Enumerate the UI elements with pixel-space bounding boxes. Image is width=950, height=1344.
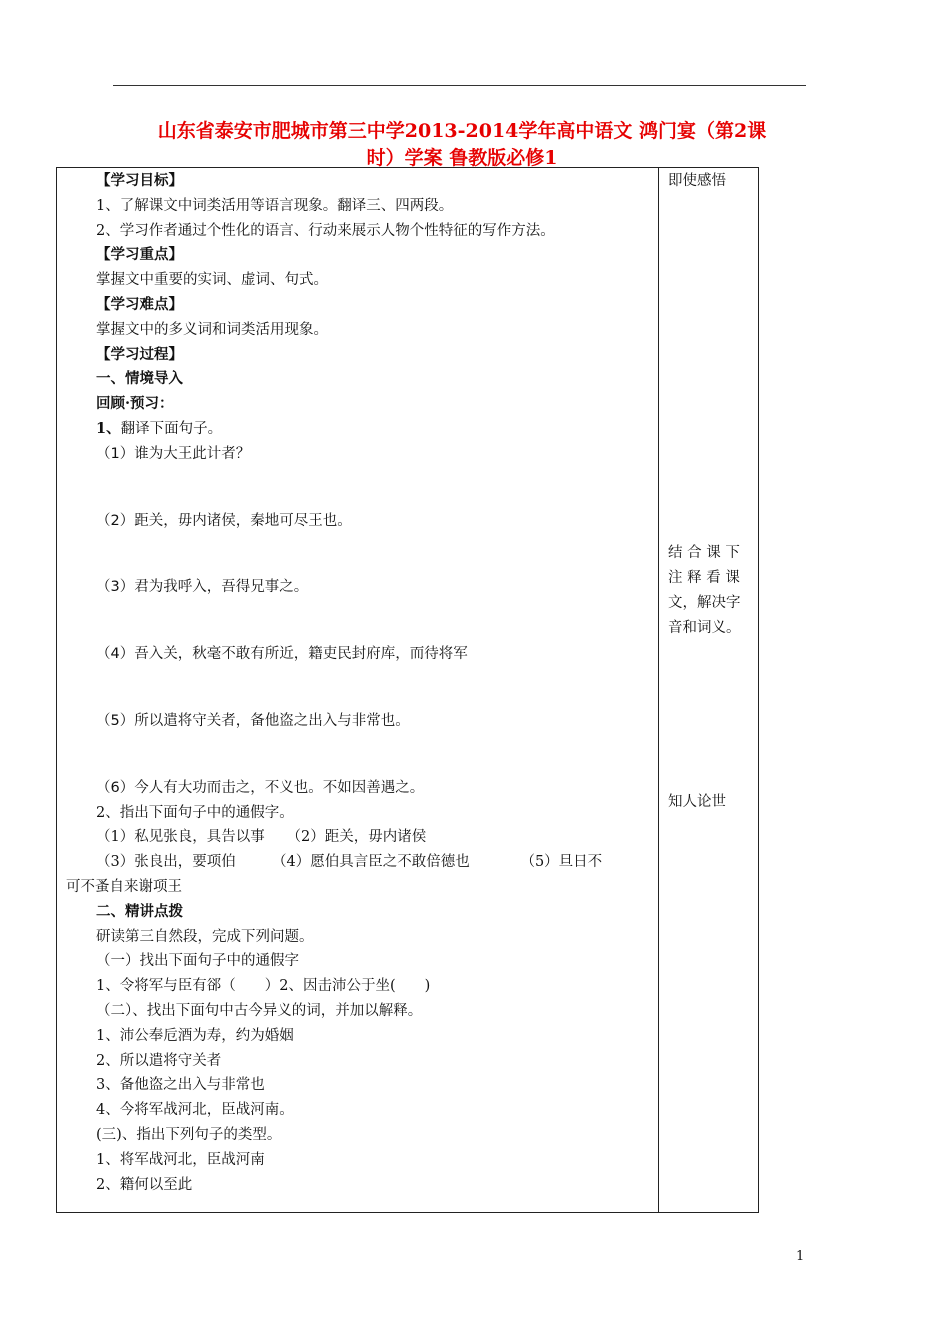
part2-item: 1、沛公奉卮酒为寿，约为婚姻 bbox=[96, 1027, 294, 1044]
part2-item: 3、备他盗之出入与非常也 bbox=[96, 1077, 265, 1094]
translation-item: （1）谁为大王此计者？ bbox=[96, 445, 251, 462]
review-heading: 回顾·预习： bbox=[96, 395, 174, 413]
question-2-line: （3）张良出，要项伯 （4）愿伯具言臣之不敢倍德也 （5）旦日不 bbox=[96, 854, 603, 871]
difficulty-heading: 【学习难点】 bbox=[96, 295, 183, 313]
part3-heading: (三)、指出下列句子的类型。 bbox=[96, 1126, 282, 1143]
difficulty-text: 掌握文中的多义词和词类活用现象。 bbox=[96, 321, 328, 338]
part1-heading: （一）找出下面句子中的通假字 bbox=[96, 953, 299, 970]
question-1-label: 1、 bbox=[96, 419, 121, 437]
study-intro: 研读第三自然段，完成下列问题。 bbox=[96, 928, 314, 945]
keypoints-text: 掌握文中重要的实词、虚词、句式。 bbox=[96, 272, 328, 289]
part3-item: 2、籍何以至此 bbox=[96, 1176, 193, 1193]
side-note-annotation bbox=[668, 541, 752, 641]
section2-heading: 二、精讲点拨 bbox=[96, 902, 183, 920]
title-line-1: 山东省泰安市肥城市第三中学2013-2014学年高中语文 鸿门宴（第2课 bbox=[157, 120, 767, 142]
question-1-text: 翻译下面句子。 bbox=[120, 420, 223, 437]
translation-item: （6）今人有大功而击之，不义也。不如因善遇之。 bbox=[96, 779, 425, 796]
question-2-line: 可不蚤自来谢项王 bbox=[66, 878, 182, 895]
document-title bbox=[56, 118, 868, 172]
objectives-heading: 【学习目标】 bbox=[96, 172, 183, 189]
header-rule bbox=[113, 85, 806, 86]
side-note-line: 音和词义。 bbox=[668, 620, 741, 636]
process-heading: 【学习过程】 bbox=[96, 345, 183, 363]
part2-item: 2、所以遣将守关者 bbox=[96, 1052, 222, 1069]
side-note-line: 文，解决字 bbox=[668, 595, 741, 611]
section1-heading: 一、情境导入 bbox=[96, 370, 183, 388]
table-column-divider bbox=[658, 167, 659, 1213]
objective-item: 2、学习作者通过个性化的语言、行动来展示人物个性特征的写作方法。 bbox=[96, 222, 555, 239]
part2-item: 4、今将军战河北，臣战河南。 bbox=[96, 1102, 294, 1119]
question-2: 2、指出下面句子中的通假字。 bbox=[96, 804, 294, 821]
side-note-context: 知人论世 bbox=[668, 794, 726, 810]
translation-item: （2）距关，毋内诸侯，秦地可尽王也。 bbox=[96, 512, 352, 529]
question-2-line: （1）私见张良，具告以事 （2）距关，毋内诸侯 bbox=[96, 829, 427, 846]
objective-item: 1、了解课文中词类活用等语言现象。翻译三、四两段。 bbox=[96, 197, 454, 214]
translation-item: （4）吾入关，秋毫不敢有所近，籍吏民封府库，而待将军 bbox=[96, 646, 468, 663]
translation-item: （3）君为我呼入，吾得兄事之。 bbox=[96, 579, 309, 596]
title-line-2: 时）学案 鲁教版必修1 bbox=[366, 147, 558, 169]
keypoints-heading: 【学习重点】 bbox=[96, 246, 183, 264]
main-column bbox=[66, 169, 654, 1197]
page-number: 1 bbox=[796, 1249, 805, 1264]
side-note-line: 注 释 看 课 bbox=[668, 570, 740, 586]
question-1 bbox=[66, 417, 654, 442]
part2-heading: （二）、找出下面句中古今异义的词，并加以解释。 bbox=[96, 1002, 423, 1019]
side-note-line: 结 合 课 下 bbox=[668, 545, 740, 561]
part3-item: 1、将军战河北，臣战河南 bbox=[96, 1151, 265, 1168]
translation-item: （5）所以遣将守关者，备他盗之出入与非常也。 bbox=[96, 712, 410, 729]
side-note-reflection: 即使感悟 bbox=[668, 173, 726, 189]
part1-items: 1、令将军与臣有郤（ ）2、因击沛公于坐( ) bbox=[96, 978, 431, 995]
